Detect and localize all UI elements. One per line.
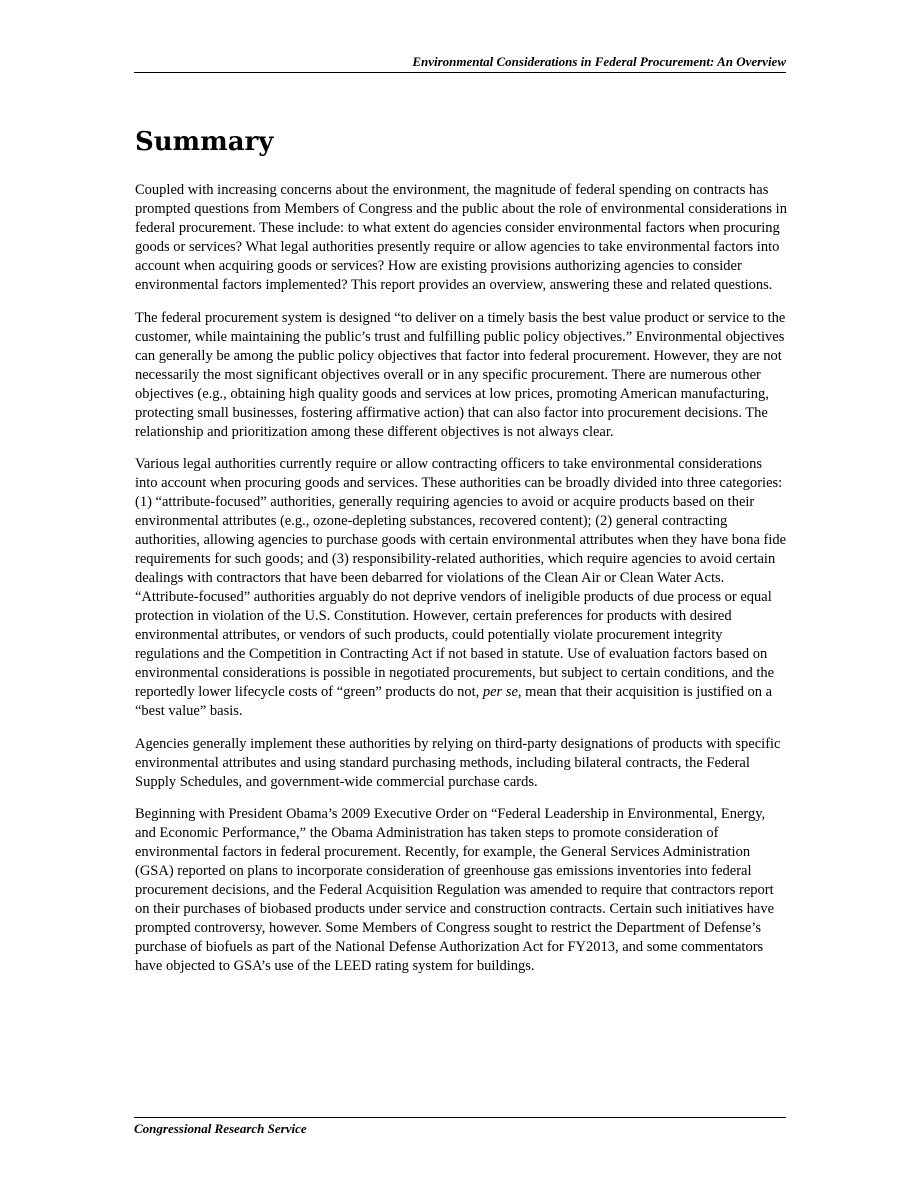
italic-term: per se bbox=[482, 684, 518, 700]
main-content bbox=[135, 126, 787, 990]
summary-paragraph-1: Coupled with increasing concerns about the environment, the magnitude of federal spending on contracts has prompted questions from Members of Congress and the public about the role of environmental considerations in federal procurement. These include: to what extent do agencies consider environmental factors when procuring goods or services? What legal authorities presently require or allow agencies to take environmental factors into account when acquiring goods or services? How are existing provisions authorizing agencies to consider environmental factors implemented? This report provides an overview, answering these and related questions. bbox=[135, 182, 787, 293]
summary-paragraph-3 bbox=[135, 455, 787, 721]
summary-paragraph-4: Agencies generally implement these authorities by relying on third-party designations of products with specific environmental attributes and using standard purchasing methods, including bilateral contracts, the Federal Supply Schedules, and government-wide commercial purchase cards. bbox=[135, 735, 781, 790]
paragraph-text: , mean that their acquisition is justified on a “best value” basis. bbox=[135, 684, 773, 719]
page-title: Summary bbox=[135, 127, 274, 157]
running-header bbox=[134, 54, 786, 73]
footer-organization: Congressional Research Service bbox=[134, 1121, 307, 1136]
page-footer bbox=[134, 1117, 786, 1137]
summary-paragraph-2: The federal procurement system is designed “to deliver on a timely basis the best value product or service to the customer, while maintaining the public’s trust and fulfilling public policy objectives.” Environmental objectives can generally be among the public policy objectives that factor into federal procurement. However, they are not necessarily the most significant objectives overall or in any specific procurement. There are numerous other objectives (e.g., obtaining high quality goods and services at low prices, promoting American manufacturing, protecting small businesses, fostering affirmative action) that can also factor into procurement decisions. The relationship and prioritization among these different objectives is not always clear. bbox=[135, 309, 786, 440]
paragraph-text: Various legal authorities currently require or allow contracting officers to take environmental considerations into account when procuring goods and services. These authorities can be broadly divided into three categories: (1) “attribute-focused” authorities, generally requiring agencies to avoid or acquire products based on their environmental attributes (e.g., ozone-depleting substances, recovered content); (2) general contracting authorities, allowing agencies to purchase goods with certain environmental attributes when they have bona fide requirements for such goods; and (3) responsibility-related authorities, which require agencies to avoid certain dealings with contractors that have been debarred for violations of the Clean Air or Clean Water Acts. “Attribute-focused” authorities arguably do not deprive vendors of ineligible products of due process or equal protection in violation of the U.S. Constitution. However, certain preferences for products with desired environmental attributes, or vendors of such products, could potentially violate procurement integrity regulations and the Competition in Contracting Act if not based in statute. Use of evaluation factors based on environmental considerations is possible in negotiated procurements, but subject to certain conditions, and the reportedly lower lifecycle costs of “green” products do not, bbox=[135, 456, 787, 700]
summary-paragraph-5: Beginning with President Obama’s 2009 Executive Order on “Federal Leadership in Environmental, Energy, and Economic Performance,” the Obama Administration has taken steps to promote consideration of environmental factors in federal procurement. Recently, for example, the General Services Administration (GSA) reported on plans to incorporate consideration of greenhouse gas emissions inventories into federal procurement decisions, and the Federal Acquisition Regulation was amended to require that contractors report on their purchases of biobased products under service and construction contracts. Certain such initiatives have prompted controversy, however. Some Members of Congress sought to restrict the Department of Defense’s purchase of biofuels as part of the National Defense Authorization Act for FY2013, and some commentators have objected to GSA’s use of the LEED rating system for buildings. bbox=[135, 806, 775, 974]
running-header-title: Environmental Considerations in Federal Procurement: An Overview bbox=[412, 54, 786, 69]
